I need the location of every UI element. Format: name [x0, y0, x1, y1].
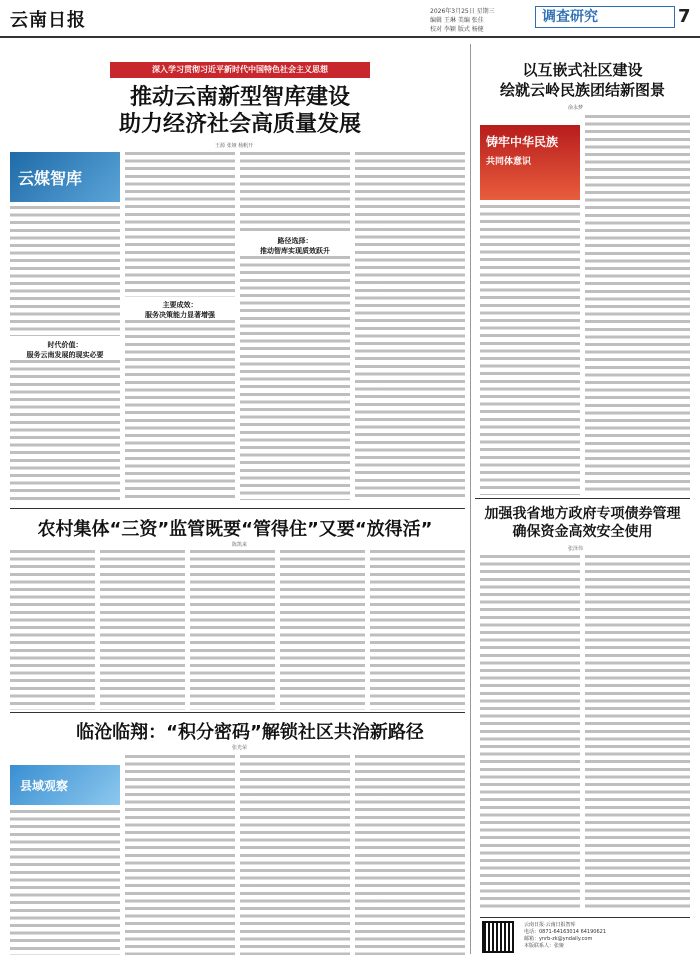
article-body [240, 152, 350, 232]
article1-title [60, 84, 420, 138]
column-divider [470, 44, 471, 954]
issue-date [430, 7, 520, 34]
article-body [585, 115, 690, 495]
article-body [125, 152, 235, 297]
article1-banner: 深入学习贯彻习近平新时代中国特色社会主义思想 [110, 62, 370, 78]
title-line: 绘就云岭民族团结新图景 [499, 81, 665, 99]
article-body [10, 550, 95, 710]
section-title: 调查研究 [535, 6, 675, 28]
article-body [480, 205, 580, 495]
section-divider [10, 712, 465, 713]
badge-line: 铸牢中华民族 [486, 135, 559, 149]
title-line: 推动云南新型智库建设 [129, 85, 350, 110]
subhead: 时代价值： [47, 341, 83, 349]
title-line: 以互嵌式社区建设 [522, 61, 643, 79]
article3-byline: 张光荣 [232, 745, 248, 751]
subhead: 主要成效： [162, 301, 198, 309]
article5-title [475, 505, 690, 541]
article-body [355, 152, 465, 500]
column-tag: 云媒智库 [10, 152, 120, 202]
subhead: 推动智库实现质效跃升 [260, 247, 330, 255]
article-body [370, 550, 465, 710]
page-footer [480, 917, 690, 955]
subhead: 路径选择： [277, 237, 313, 245]
footer-line: 电话：0871-64163014 64190621 [524, 929, 607, 935]
article-body [480, 555, 580, 910]
article-body [10, 360, 120, 500]
subhead: 服务决策能力显著增强 [145, 311, 215, 319]
article3-title: 临沧临翔：“积分密码”解锁社区共治新路径 [76, 722, 424, 743]
date-line: 编辑 王琳 美编 张佳 [430, 17, 484, 24]
article1-byline: 王源 张娅 杨帆开 [215, 143, 254, 149]
article-body [240, 256, 350, 500]
page-number: 7 [678, 6, 691, 27]
masthead [0, 0, 700, 38]
article-body [10, 810, 120, 955]
article4-byline: 俞永梦 [568, 105, 584, 111]
article-body [125, 320, 235, 500]
article-body [10, 206, 120, 336]
footer-line: 云南日报·云南日报智库 [524, 922, 576, 928]
section-divider [10, 508, 465, 509]
article-body [190, 550, 275, 710]
title-line: 确保资金高效安全使用 [512, 524, 653, 540]
date-line: 2026年3月25日 星期三 [430, 8, 495, 15]
date-line: 校对 李颖 版式 杨健 [430, 26, 484, 33]
newspaper-logo: 云南日报 [10, 10, 86, 31]
article-body [100, 550, 185, 710]
title-line: 加强我省地方政府专项债券管理 [484, 506, 681, 522]
article2-byline: 陈凯来 [232, 542, 248, 548]
feature-badge [480, 125, 580, 200]
badge-line: 共同体意识 [486, 157, 532, 167]
article-body [280, 550, 365, 710]
article5-byline: 张泽伟 [568, 546, 584, 552]
article-body [355, 755, 465, 955]
article2-title: 农村集体“三资”监管既要“管得住”又要“放得活” [37, 519, 433, 540]
article-body [125, 755, 235, 955]
title-line: 助力经济社会高质量发展 [118, 112, 361, 137]
article4-title [475, 60, 690, 100]
article-body [240, 755, 350, 955]
article-body [585, 555, 690, 910]
section-divider [475, 498, 690, 499]
footer-line: 本版联系人：张娅 [524, 943, 565, 949]
column-tag: 县域观察 [10, 765, 120, 805]
footer-line: 邮箱：ynrb-zk@yndaily.com [524, 936, 593, 942]
subhead: 服务云南发展的现实必要 [26, 351, 104, 359]
